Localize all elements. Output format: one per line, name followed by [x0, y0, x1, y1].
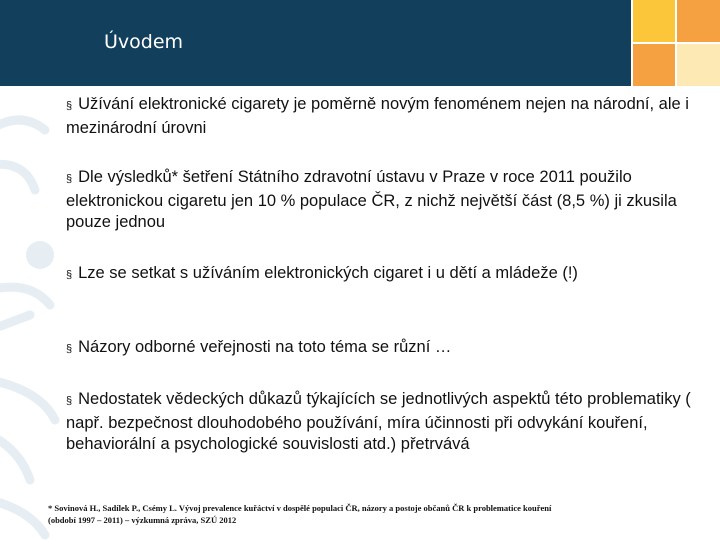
corner-tile-pale — [677, 44, 720, 86]
watermark-logo-icon — [0, 90, 73, 540]
bullet-marker: § — [66, 173, 73, 185]
footnote-line: * Sovinová H., Sadílek P., Csémy L. Vývoj prevalence kuřáctví v dospělé populaci ČR, názory a postoje občanů ČR k problematice kouření — [48, 503, 552, 513]
bullet-item — [66, 94, 696, 139]
bullet-item — [66, 389, 696, 456]
bullet-marker: § — [66, 100, 73, 112]
bullet-text: Lze se setkat s užíváním elektronických cigaret i u dětí a mládeže (!) — [78, 264, 578, 282]
footnote — [48, 502, 688, 526]
bullet-text: Nedostatek vědeckých důkazů týkajících se jednotlivých aspektů této problematiky ( např. bezpečnost dlouhodobého používání, míra účinnosti při odvykání kouření, behaviorální a psychologické souvislosti atd.) přetrvává — [66, 390, 691, 453]
corner-tile-orange-lower — [633, 44, 675, 86]
footnote-line: (období 1997 – 2011) – výzkumná zpráva, SZÚ 2012 — [48, 515, 237, 525]
header-bar — [0, 0, 631, 86]
page-title: Úvodem — [104, 31, 184, 53]
bullet-text: Dle výsledků* šetření Státního zdravotní ústavu v Praze v roce 2011 použilo elektronickou cigaretu jen 10 % populace ČR, z nichž největší část (8,5 %) ji zkusila pouze jednou — [66, 168, 677, 231]
bullet-text: Užívání elektronické cigarety je poměrně novým fenoménem nejen na národní, ale i mezinárodní úrovni — [66, 95, 689, 137]
bullet-text: Názory odborné veřejnosti na toto téma se různí … — [78, 338, 452, 356]
corner-tile-orange — [677, 0, 720, 42]
bullet-item — [66, 263, 696, 287]
bullet-marker: § — [66, 395, 73, 407]
corner-tile-yellow — [633, 0, 675, 42]
bullet-marker: § — [66, 269, 73, 281]
bullet-item — [66, 167, 696, 234]
bullet-item — [66, 337, 696, 361]
bullet-marker: § — [66, 343, 73, 355]
